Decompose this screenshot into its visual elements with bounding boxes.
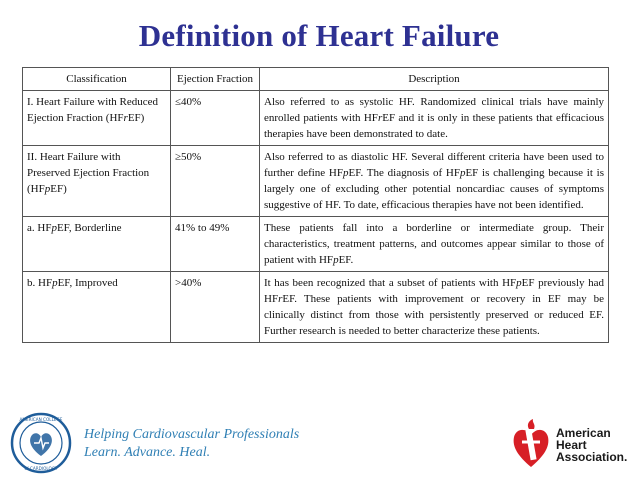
acc-seal-icon (10, 412, 72, 474)
classification-cell: I. Heart Failure with Reduced Ejection Fraction (HFrEF) (23, 91, 171, 146)
description-cell: It has been recognized that a subset of patients with HFpEF previously had HFrEF. These patients with improvement or recovery in EF may be clinically distinct from those with persistently preserved or reduced EF. Further research is needed to better characterize these patients. (260, 272, 609, 343)
header-ejection-fraction: Ejection Fraction (171, 68, 260, 91)
aha-line-2: Heart (556, 438, 587, 452)
table-row (23, 91, 609, 146)
aha-logo (510, 418, 635, 474)
ef-cell: 41% to 49% (171, 217, 260, 272)
aha-line-1: American (556, 426, 611, 440)
heart-failure-definition-table (22, 67, 609, 343)
description-cell: Also referred to as diastolic HF. Several different criteria have been used to further define HFpEF. The diagnosis of HFpEF is challenging because it is largely one of excluding other potential noncardiac causes of symptoms suggestive of HF. To date, efficacious therapies have not been identified. (260, 146, 609, 217)
description-cell: Also referred to as systolic HF. Randomized clinical trials have mainly enrolled patients with HFrEF and it is only in these patients that efficacious therapies have been demonstrated to date. (260, 91, 609, 146)
ef-cell: ≤40% (171, 91, 260, 146)
acc-tagline (84, 426, 299, 462)
table-row (23, 146, 609, 217)
svg-text:AMERICAN COLLEGE: AMERICAN COLLEGE (19, 417, 63, 422)
classification-cell: II. Heart Failure with Preserved Ejection Fraction (HFpEF) (23, 146, 171, 217)
description-cell: These patients fall into a borderline or intermediate group. Their characteristics, treatment patterns, and outcomes appear similar to those of patient with HFpEF. (260, 217, 609, 272)
classification-cell: a. HFpEF, Borderline (23, 217, 171, 272)
aha-line-3: Association. (556, 450, 628, 464)
tagline-line-1: Helping Cardiovascular Professionals (84, 427, 300, 442)
header-description: Description (260, 68, 609, 91)
page-title: Definition of Heart Failure (138, 18, 500, 53)
acc-footer (10, 412, 340, 474)
ef-cell: ≥50% (171, 146, 260, 217)
tagline-line-2: Learn. Advance. Heal. (84, 445, 211, 460)
table-header-row (23, 68, 609, 91)
header-classification: Classification (23, 68, 171, 91)
svg-text:of CARDIOLOGY: of CARDIOLOGY (24, 466, 58, 471)
table-row (23, 217, 609, 272)
aha-heart-torch-icon (510, 418, 552, 470)
aha-wordmark (556, 427, 627, 463)
classification-cell: b. HFpEF, Improved (23, 272, 171, 343)
ef-cell: >40% (171, 272, 260, 343)
table-row (23, 272, 609, 343)
